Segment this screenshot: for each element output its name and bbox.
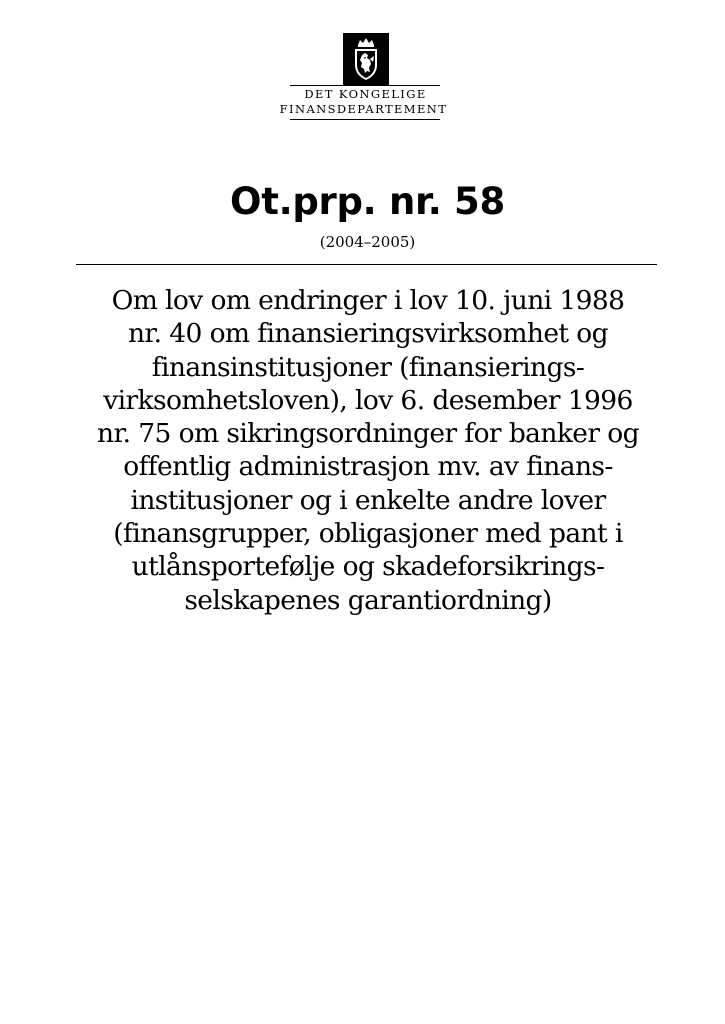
description-line: virksomhetsloven), lov 6. desember 1996 — [103, 384, 633, 416]
description-line: offentlig administrasjon mv. av finans- — [123, 451, 613, 483]
document-description — [70, 284, 666, 617]
description-line: nr. 40 om finansieringsvirksomhet og — [127, 318, 609, 350]
description-line: Om lov om endringer i lov 10. juni 1988 — [111, 285, 625, 316]
title-divider — [76, 264, 657, 265]
document-title: Ot.prp. nr. 58 — [230, 180, 505, 223]
department-name-line1: DET KONGELIGE — [304, 87, 427, 101]
department-rule-top — [290, 85, 440, 86]
description-line: utlånsportefølje og skadeforsikrings- — [131, 551, 605, 583]
norwegian-coat-of-arms-icon — [343, 33, 389, 85]
description-line: nr. 75 om sikringsordninger for banker og — [97, 418, 639, 450]
department-rule-bottom — [290, 119, 440, 120]
description-line: (finansgrupper, obligasjoner med pant i — [113, 518, 623, 550]
description-line: institusjoner og i enkelte andre lover — [130, 484, 606, 516]
document-session: (2004–2005) — [319, 233, 416, 251]
department-name-line2: FINANSDEPARTEMENT — [279, 102, 448, 116]
description-line: selskapenes garantiordning) — [184, 584, 552, 616]
description-line: finansinstitusjoner (finansierings- — [151, 351, 585, 383]
